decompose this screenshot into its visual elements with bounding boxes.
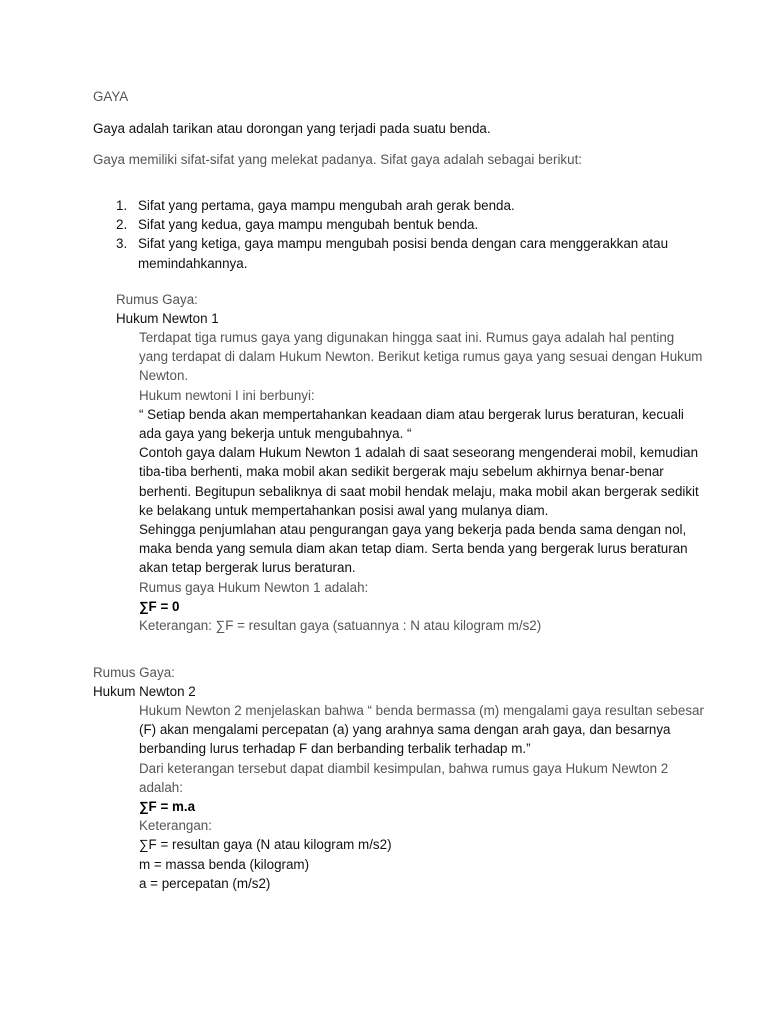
- body-line: Sehingga penjumlahan atau pengurangan gaya yang bekerja pada benda sama dengan nol,: [139, 522, 687, 538]
- body-line: Hukum newtoni I ini berbunyi:: [139, 387, 315, 403]
- section1-heading: Rumus Gaya:: [116, 292, 198, 307]
- body-line: tiba-tiba berhenti, maka mobil akan sedikit bergerak maju sebelum akhirnya benar-benar: [139, 464, 664, 480]
- section2-subheading: Hukum Newton 2: [93, 684, 196, 699]
- body-line: Terdapat tiga rumus gaya yang digunakan hingga saat ini. Rumus gaya adalah hal penting: [139, 330, 675, 345]
- body-line: berbanding lurus terhadap F dan berbanding terbalik terhadap m.”: [139, 741, 531, 757]
- formula-newton-2: ∑F = m.a: [139, 799, 196, 815]
- body-line: maka benda yang semula diam akan tetap diam. Serta benda yang bergerak lurus beraturan: [139, 541, 688, 557]
- section2-heading: Rumus Gaya:: [93, 665, 175, 680]
- list-item-text: Sifat yang ketiga, gaya mampu mengubah posisi benda dengan cara menggerakkan atau: [138, 236, 669, 252]
- list-item-number: 1.: [116, 198, 128, 213]
- list-item-continuation: [116, 254, 646, 273]
- list-item-text: Sifat yang kedua, gaya mampu mengubah bentuk benda.: [138, 217, 479, 233]
- body-line: Dari keterangan tersebut dapat diambil kesimpulan, bahwa rumus gaya Hukum Newton 2: [139, 760, 669, 776]
- body-line: ada gaya yang bekerja untuk mengubahnya. “: [139, 426, 412, 442]
- list-item-text: memindahkannya.: [138, 255, 248, 271]
- body-line: Contoh gaya dalam Hukum Newton 1 adalah di saat seseorang mengenderai mobil, kemudian: [139, 445, 699, 461]
- body-line: “ Setiap benda akan mempertahankan keadaan diam atau bergerak lurus beraturan, kecuali: [139, 406, 684, 422]
- body-line: ke belakang untuk mempertahankan posisi awal yang mulanya diam.: [139, 502, 549, 518]
- properties-list: [116, 196, 669, 273]
- list-item: [116, 215, 646, 234]
- list-item-number: 2.: [116, 217, 128, 233]
- body-line: Hukum Newton 2 menjelaskan bahwa “ benda bermassa (m) mengalami gaya resultan sebesar: [139, 703, 704, 718]
- body-line: berhenti. Begitupun sebaliknya di saat mobil hendak melaju, maka mobil akan bergerak sedikit: [139, 483, 699, 499]
- body-line: akan tetap bergerak lurus beraturan.: [139, 560, 356, 576]
- formula-note: a = percepatan (m/s2): [139, 875, 271, 891]
- body-line: yang terdapat di dalam Hukum Newton. Berikut ketiga rumus gaya yang sesuai dengan Hukum: [139, 349, 703, 365]
- section1-body: [139, 328, 702, 635]
- body-line: Newton.: [139, 368, 189, 384]
- list-item: [116, 196, 646, 215]
- list-item: [116, 234, 669, 253]
- section2-body: [139, 701, 704, 893]
- body-line: (F) akan mengalami percepatan (a) yang arahnya sama dengan arah gaya, dan besarnya: [139, 722, 671, 738]
- body-line: Rumus gaya Hukum Newton 1 adalah:: [139, 579, 369, 595]
- properties-intro: Gaya memiliki sifat-sifat yang melekat padanya. Sifat gaya adalah sebagai berikut:: [93, 152, 583, 167]
- document-title: GAYA: [93, 89, 129, 104]
- formula-note: m = massa benda (kilogram): [139, 856, 310, 872]
- body-line: adalah:: [139, 779, 183, 795]
- list-item-text: Sifat yang pertama, gaya mampu mengubah arah gerak benda.: [138, 198, 515, 213]
- formula-note: ∑F = resultan gaya (N atau kilogram m/s2): [139, 837, 392, 853]
- definition-paragraph: Gaya adalah tarikan atau dorongan yang terjadi pada suatu benda.: [93, 121, 491, 136]
- formula-newton-1: ∑F = 0: [139, 598, 180, 614]
- section1-subheading: Hukum Newton 1: [116, 311, 219, 326]
- formula-note: Keterangan:: [139, 818, 212, 834]
- list-item-number: 3.: [116, 236, 128, 252]
- formula-note: Keterangan: ∑F = resultan gaya (satuannya : N atau kilogram m/s2): [139, 618, 542, 634]
